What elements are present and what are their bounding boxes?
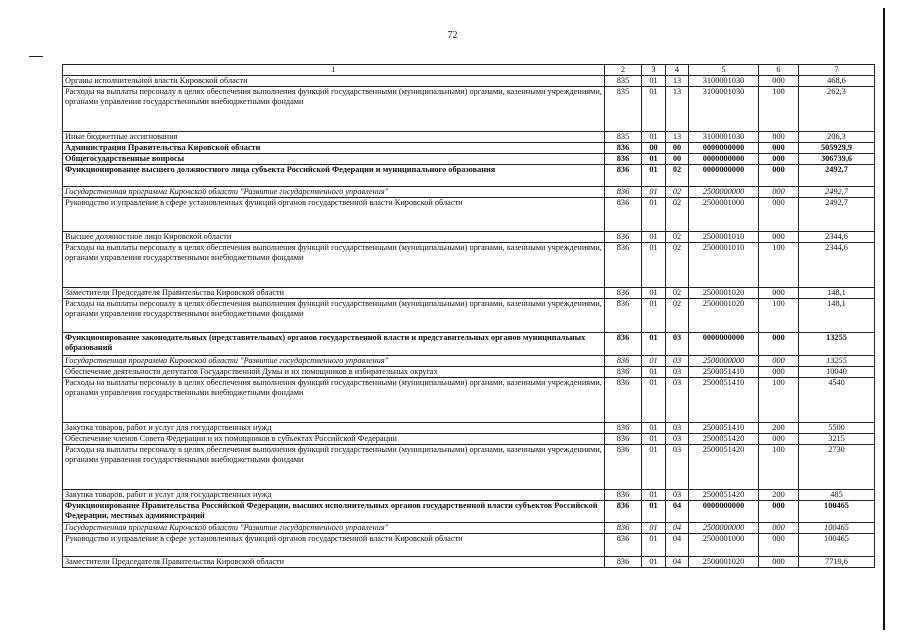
row-name-cell: Функционирование высшего должностного лица субъекта Российской Федерации и муниципального образования (63, 165, 605, 187)
row-csr-cell: 0000000000 (689, 165, 759, 187)
row-pr-cell: 03 (666, 333, 689, 356)
row-pr-cell: 03 (666, 445, 689, 490)
margin-mark (29, 56, 43, 57)
row-name-cell: Государственная программа Кировской области "Развитие государственного управления" (63, 356, 605, 367)
row-sum-cell: 2492,7 (799, 165, 875, 187)
row-vr-cell: 100 (759, 445, 799, 490)
row-sum-cell: 2344,6 (799, 243, 875, 288)
row-csr-cell: 2500000000 (689, 523, 759, 534)
row-vr-cell: 000 (759, 187, 799, 198)
row-pr-cell: 02 (666, 165, 689, 187)
row-ved-cell: 836 (605, 243, 642, 288)
row-pr-cell: 02 (666, 232, 689, 243)
row-sum-cell: 505929,9 (799, 143, 875, 154)
row-sum-cell: 2344,6 (799, 232, 875, 243)
row-csr-cell: 2500051410 (689, 378, 759, 423)
row-rz-cell: 01 (642, 534, 666, 557)
row-pr-cell: 03 (666, 434, 689, 445)
table-row (63, 143, 875, 154)
row-ved-cell: 836 (605, 445, 642, 490)
table-row (63, 154, 875, 165)
row-rz-cell: 01 (642, 490, 666, 501)
table-row (63, 356, 875, 367)
row-vr-cell: 000 (759, 198, 799, 232)
row-name-cell: Обеспечение членов Совета Федерации и их помощников в субъектах Российской Федерации (63, 434, 605, 445)
row-name-cell: Руководство и управление в сфере установленных функций органов государственной власти Кировской области (63, 198, 605, 232)
row-vr-cell: 000 (759, 143, 799, 154)
row-sum-cell: 148,1 (799, 299, 875, 333)
row-name-cell: Расходы на выплаты персоналу в целях обеспечения выполнения функций государственными (муниципальными) органами, казенными учреждениями, органами управления государственными внебюджетными фондами (63, 445, 605, 490)
row-ved-cell: 835 (605, 132, 642, 143)
row-pr-cell: 00 (666, 143, 689, 154)
row-pr-cell: 04 (666, 557, 689, 568)
row-csr-cell: 2500051420 (689, 490, 759, 501)
row-ved-cell: 836 (605, 490, 642, 501)
row-ved-cell: 836 (605, 198, 642, 232)
table-row (63, 232, 875, 243)
row-rz-cell: 01 (642, 288, 666, 299)
table-row (63, 367, 875, 378)
row-name-cell: Заместители Председателя Правительства Кировской области (63, 288, 605, 299)
row-sum-cell: 7719,6 (799, 557, 875, 568)
row-pr-cell: 00 (666, 154, 689, 165)
table-row (63, 165, 875, 187)
row-vr-cell: 000 (759, 232, 799, 243)
row-name-cell: Расходы на выплаты персоналу в целях обеспечения выполнения функций государственными (муниципальными) органами, казенными учреждениями, органами управления государственными внебюджетными фондами (63, 87, 605, 132)
row-ved-cell: 836 (605, 356, 642, 367)
row-name-cell: Заместители Председателя Правительства Кировской области (63, 557, 605, 568)
table-row (63, 501, 875, 523)
row-ved-cell: 836 (605, 423, 642, 434)
row-ved-cell: 836 (605, 501, 642, 523)
row-ved-cell: 835 (605, 76, 642, 87)
row-vr-cell: 200 (759, 490, 799, 501)
header-cell-sum: 7 (799, 65, 875, 76)
row-sum-cell: 100465 (799, 534, 875, 557)
table-row (63, 523, 875, 534)
table-row (63, 333, 875, 356)
row-ved-cell: 836 (605, 333, 642, 356)
row-rz-cell: 01 (642, 557, 666, 568)
row-csr-cell: 2500051420 (689, 434, 759, 445)
row-ved-cell: 836 (605, 557, 642, 568)
row-sum-cell: 468,6 (799, 76, 875, 87)
row-name-cell: Расходы на выплаты персоналу в целях обеспечения выполнения функций государственными (муниципальными) органами, казенными учреждениями, органами управления государственными внебюджетными фондами (63, 243, 605, 288)
row-vr-cell: 000 (759, 165, 799, 187)
row-rz-cell: 01 (642, 198, 666, 232)
row-ved-cell: 836 (605, 165, 642, 187)
row-pr-cell: 13 (666, 76, 689, 87)
row-name-cell: Иные бюджетные ассигнования (63, 132, 605, 143)
row-csr-cell: 2500001010 (689, 232, 759, 243)
row-vr-cell: 000 (759, 501, 799, 523)
row-pr-cell: 03 (666, 367, 689, 378)
row-sum-cell: 13255 (799, 333, 875, 356)
table-row (63, 378, 875, 423)
row-csr-cell: 2500001020 (689, 288, 759, 299)
row-vr-cell: 200 (759, 423, 799, 434)
row-rz-cell: 01 (642, 445, 666, 490)
row-vr-cell: 000 (759, 434, 799, 445)
table-row (63, 299, 875, 333)
row-name-cell: Общегосударственные вопросы (63, 154, 605, 165)
row-ved-cell: 836 (605, 154, 642, 165)
row-ved-cell: 836 (605, 434, 642, 445)
header-cell-rz: 3 (642, 65, 666, 76)
budget-table (62, 64, 875, 568)
row-rz-cell: 01 (642, 367, 666, 378)
table-row (63, 243, 875, 288)
table-row (63, 490, 875, 501)
row-csr-cell: 2500001000 (689, 198, 759, 232)
row-sum-cell: 206,3 (799, 132, 875, 143)
row-csr-cell: 0000000000 (689, 333, 759, 356)
page-number: 72 (447, 30, 458, 41)
row-name-cell: Администрация Правительства Кировской области (63, 143, 605, 154)
row-ved-cell: 836 (605, 367, 642, 378)
row-ved-cell: 836 (605, 378, 642, 423)
row-vr-cell: 800 (759, 132, 799, 143)
row-sum-cell: 2492,7 (799, 198, 875, 232)
row-csr-cell: 2500051410 (689, 423, 759, 434)
row-sum-cell: 2730 (799, 445, 875, 490)
row-rz-cell: 01 (642, 501, 666, 523)
row-rz-cell: 01 (642, 76, 666, 87)
row-pr-cell: 03 (666, 490, 689, 501)
row-rz-cell: 01 (642, 299, 666, 333)
table-row (63, 423, 875, 434)
row-csr-cell: 2500001000 (689, 534, 759, 557)
row-name-cell: Функционирование Правительства Российской Федерации, высших исполнительных органов государственной власти субъектов Российской Федерации, местных администраций (63, 501, 605, 523)
row-vr-cell: 000 (759, 288, 799, 299)
header-cell-ved: 2 (605, 65, 642, 76)
row-rz-cell: 01 (642, 165, 666, 187)
row-csr-cell: 0000000000 (689, 501, 759, 523)
row-rz-cell: 01 (642, 154, 666, 165)
row-pr-cell: 03 (666, 356, 689, 367)
row-ved-cell: 836 (605, 288, 642, 299)
row-csr-cell: 2500000000 (689, 356, 759, 367)
table-row (63, 132, 875, 143)
table-row (63, 187, 875, 198)
row-csr-cell: 2500051420 (689, 445, 759, 490)
row-sum-cell: 4540 (799, 378, 875, 423)
row-sum-cell: 485 (799, 490, 875, 501)
row-name-cell: Расходы на выплаты персоналу в целях обеспечения выполнения функций государственными (муниципальными) органами, казенными учреждениями, органами управления государственными внебюджетными фондами (63, 299, 605, 333)
row-sum-cell: 2492,7 (799, 187, 875, 198)
row-vr-cell: 000 (759, 534, 799, 557)
row-pr-cell: 02 (666, 198, 689, 232)
row-name-cell: Высшее должностное лицо Кировской области (63, 232, 605, 243)
row-vr-cell: 000 (759, 76, 799, 87)
row-vr-cell: 000 (759, 154, 799, 165)
row-ved-cell: 836 (605, 523, 642, 534)
row-sum-cell: 100465 (799, 501, 875, 523)
row-rz-cell: 00 (642, 143, 666, 154)
table-row (63, 445, 875, 490)
row-csr-cell: 0000000000 (689, 154, 759, 165)
row-name-cell: Обеспечение деятельности депутатов Государственной Думы и их помощников в избирательных округах (63, 367, 605, 378)
row-csr-cell: 2500001020 (689, 299, 759, 333)
row-name-cell: Функционирование законодательных (представительных) органов государственной власти и представительных органов муниципальных образований (63, 333, 605, 356)
row-ved-cell: 836 (605, 143, 642, 154)
row-csr-cell: 2500001010 (689, 243, 759, 288)
row-name-cell: Органы исполнительной власти Кировской области (63, 76, 605, 87)
row-pr-cell: 03 (666, 423, 689, 434)
row-rz-cell: 01 (642, 187, 666, 198)
row-csr-cell: 3100001030 (689, 76, 759, 87)
row-rz-cell: 01 (642, 523, 666, 534)
row-ved-cell: 836 (605, 299, 642, 333)
row-name-cell: Расходы на выплаты персоналу в целях обеспечения выполнения функций государственными (муниципальными) органами, казенными учреждениями, органами управления государственными внебюджетными фондами (63, 378, 605, 423)
row-pr-cell: 04 (666, 501, 689, 523)
budget-table-container (62, 64, 874, 568)
row-csr-cell: 3100001030 (689, 132, 759, 143)
row-vr-cell: 000 (759, 333, 799, 356)
row-vr-cell: 000 (759, 356, 799, 367)
row-vr-cell: 100 (759, 243, 799, 288)
row-pr-cell: 04 (666, 523, 689, 534)
row-sum-cell: 10040 (799, 367, 875, 378)
header-row (63, 65, 875, 76)
row-rz-cell: 01 (642, 232, 666, 243)
row-sum-cell: 306739,6 (799, 154, 875, 165)
row-rz-cell: 01 (642, 333, 666, 356)
header-cell-name: 1 (63, 65, 605, 76)
row-rz-cell: 01 (642, 434, 666, 445)
row-name-cell: Государственная программа Кировской области "Развитие государственного управления" (63, 523, 605, 534)
row-vr-cell: 100 (759, 87, 799, 132)
table-row (63, 534, 875, 557)
row-vr-cell: 100 (759, 299, 799, 333)
row-rz-cell: 01 (642, 132, 666, 143)
row-csr-cell: 3100001030 (689, 87, 759, 132)
row-csr-cell: 2500001020 (689, 557, 759, 568)
header-cell-vr: 6 (759, 65, 799, 76)
row-sum-cell: 262,3 (799, 87, 875, 132)
row-sum-cell: 5500 (799, 423, 875, 434)
row-rz-cell: 01 (642, 356, 666, 367)
row-vr-cell: 100 (759, 378, 799, 423)
row-ved-cell: 836 (605, 187, 642, 198)
header-cell-pr: 4 (666, 65, 689, 76)
row-name-cell: Руководство и управление в сфере установленных функций органов государственной власти Кировской области (63, 534, 605, 557)
row-sum-cell: 100465 (799, 523, 875, 534)
row-pr-cell: 02 (666, 288, 689, 299)
row-rz-cell: 01 (642, 243, 666, 288)
row-ved-cell: 835 (605, 87, 642, 132)
row-name-cell: Закупка товаров, работ и услуг для государственных нужд (63, 423, 605, 434)
row-csr-cell: 2500000000 (689, 187, 759, 198)
row-pr-cell: 03 (666, 378, 689, 423)
row-pr-cell: 02 (666, 243, 689, 288)
row-ved-cell: 836 (605, 232, 642, 243)
row-sum-cell: 148,1 (799, 288, 875, 299)
row-pr-cell: 04 (666, 534, 689, 557)
row-pr-cell: 02 (666, 187, 689, 198)
row-sum-cell: 13255 (799, 356, 875, 367)
table-row (63, 288, 875, 299)
row-csr-cell: 2500051410 (689, 367, 759, 378)
row-vr-cell: 000 (759, 557, 799, 568)
table-row (63, 87, 875, 132)
row-vr-cell: 000 (759, 523, 799, 534)
table-row (63, 76, 875, 87)
row-name-cell: Закупка товаров, работ и услуг для государственных нужд (63, 490, 605, 501)
table-row (63, 198, 875, 232)
table-row (63, 434, 875, 445)
row-sum-cell: 3215 (799, 434, 875, 445)
row-rz-cell: 01 (642, 423, 666, 434)
row-vr-cell: 000 (759, 367, 799, 378)
table-row (63, 557, 875, 568)
row-pr-cell: 02 (666, 299, 689, 333)
row-rz-cell: 01 (642, 378, 666, 423)
row-name-cell: Государственная программа Кировской области "Развитие государственного управления" (63, 187, 605, 198)
row-pr-cell: 13 (666, 132, 689, 143)
row-ved-cell: 836 (605, 534, 642, 557)
header-cell-csr: 5 (689, 65, 759, 76)
page-edge-line (883, 8, 885, 630)
row-pr-cell: 13 (666, 87, 689, 132)
row-rz-cell: 01 (642, 87, 666, 132)
row-csr-cell: 0000000000 (689, 143, 759, 154)
